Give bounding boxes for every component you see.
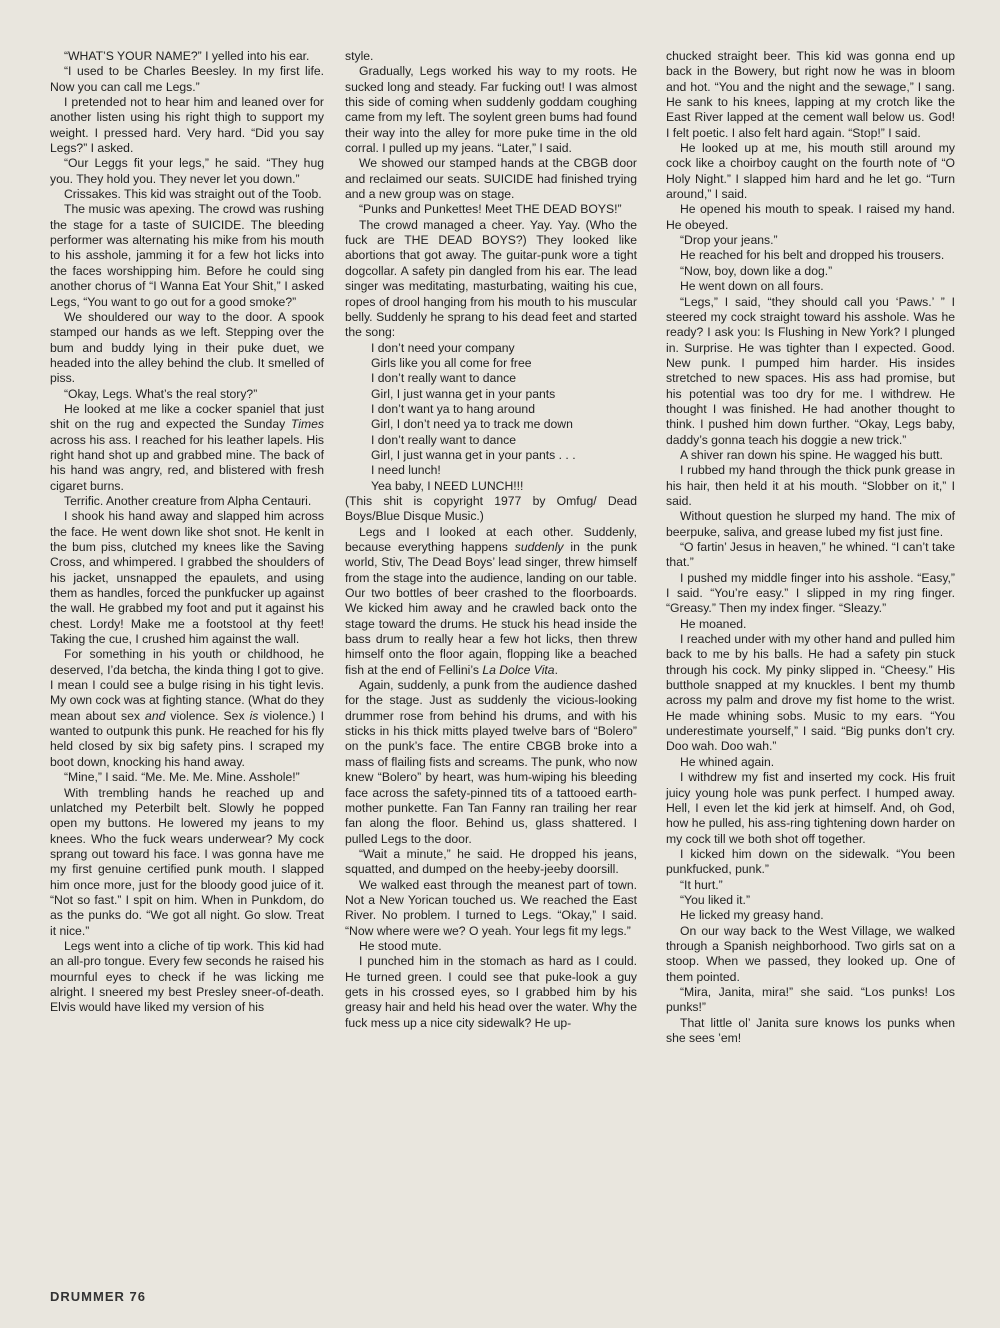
column-2	[345, 49, 637, 1031]
song-lyric-line: Girl, I don’t need ya to track me down	[371, 417, 573, 432]
paragraph: “Legs,” I said, “they should call you ‘Paws.’ ” I steered my cock straight toward his asshole. Was he ready? I ask you: Is Flushing in New York? I plunged in. Surprise. He was tighter than I expected. Good. New punk. I pumped him harder. His insides stretched to new spaces. His ass had promise, but his potential was too dry for me. I withdrew. He thought I was finished. He had another thought to think. I pushed him down further. “Okay, Legs baby, daddy’s gonna teach his doggie a new trick.”	[666, 294, 955, 447]
paragraph: “You liked it.”	[680, 892, 750, 907]
paragraph: I withdrew my fist and inserted my cock. His fruit juicy young hole was punk perfect. I humped away. Hell, I even let the kid jerk at himself. And, oh God, how he pulled, his ass-ring tightening down harder on my cock till we both shot off together.	[666, 770, 955, 846]
paragraph: “Punks and Punkettes! Meet THE DEAD BOYS!”	[359, 202, 622, 217]
paragraph: He licked my greasy hand.	[680, 908, 824, 923]
paragraph: “O fartin’ Jesus in heaven,” he whined. “I can’t take that.”	[666, 540, 955, 570]
song-lyric-line: Girls like you all come for free	[371, 355, 532, 370]
paragraph: “I used to be Charles Beesley. In my first life. Now you can call me Legs.”	[50, 64, 324, 94]
paragraph: “Wait a minute,” he said. He dropped his jeans, squatted, and dumped on the heeby-jeeby doorsill.	[345, 846, 637, 877]
song-lyric-line: I don’t really want to dance	[371, 371, 516, 386]
paragraph: Again, suddenly, a punk from the audience dashed for the stage. Just as suddenly the vicious-looking drummer rose from behind his drums, and with his sticks in his thick mitts played twelve bars of “Bolero” on the punk’s face. The entire CBGB broke into a mass of flailing fists and screams. The punk, who now knew “Bolero” by heart, was hum-wiping his bleeding face across the safety-pinned tits of a tattooed earth-mother punkette. Fan Tan Fanny ran trailing her rear fan along the floor. Behind us, glass shattered. I pulled Legs to the door.	[345, 678, 637, 846]
paragraph: I reached under with my other hand and pulled him back to me by his balls. He had a safety pin stuck through his cock. My pinky slipped in. “Cheesy.” His butthole snapped at my knuckles. I bent my thumb across my palm and drove my fist home to the wrist. He made whining sobs. Music to my ears. “You underestimate yourself,” I said. “Big punks don’t cry. Doo wah. Doo wah.”	[666, 632, 955, 754]
text-run: violence. Sex	[165, 708, 250, 723]
paragraph: He went down on all fours.	[680, 279, 824, 294]
paragraph: Crissakes. This kid was straight out of the Toob.	[64, 187, 322, 202]
paragraph: chucked straight beer. This kid was gonna end up back in the Bowery, but right now he was in bloom and hot. “You and the night and the sewage,” I sang. He sank to his knees, lapping at my crotch like the East River lapped at the cement wall below us. God! I felt poetic. I also felt hard again. “Stop!” I said.	[666, 49, 955, 140]
paragraph: I pretended not to hear him and leaned over for another listen using his right thigh to support my weight. I pressed hard. Very hard. “Did you say Legs?” I asked.	[50, 95, 324, 156]
paragraph: He whined again.	[680, 754, 775, 769]
paragraph: The crowd managed a cheer. Yay. Yay. (Who the fuck are THE DEAD BOYS?) They looked like abortions that got away. The guitar-punk wore a tight dogcollar. A safety pin dangled from his ear. The lead singer was meditating, masturbating, waiting his cue, ropes of drool hanging from his mouth to his muscular belly. Suddenly he sprang to his dead feet and started the song:	[345, 217, 637, 340]
paragraph: Legs went into a cliche of tip work. This kid had an all-pro tongue. Every few seconds he raised his mournful eyes to check if he was licking me alright. I sneered my best Presley sneer-of-death. Elvis would have liked my version of his	[50, 938, 324, 1015]
paragraph: He stood mute.	[359, 938, 442, 953]
text-run: For something in his youth or childhood, he deserved, I’da betcha, the kinda thing I got to give. I mean I could see a bulge rising in his tight levis. My own cock was at fighting stance. (What do they mean about sex	[50, 647, 324, 723]
paragraph: “Mine,” I said. “Me. Me. Me. Mine. Asshole!”	[64, 770, 300, 785]
song-lyric-line: I don’t really want to dance	[371, 432, 516, 447]
paragraph: On our way back to the West Village, we walked through a Spanish neighborhood. Two girls sat on a stoop. When we passed, they looked up. One of them pointed.	[666, 923, 955, 984]
paragraph: “Okay, Legs. What’s the real story?”	[64, 386, 258, 401]
italic-text: is	[249, 708, 259, 723]
song-lyric-line: I need lunch!	[371, 463, 441, 478]
paragraph	[50, 647, 324, 770]
song-lyric-line: Yea baby, I NEED LUNCH!!!	[371, 478, 524, 493]
column-3	[666, 49, 955, 1046]
paragraph: I kicked him down on the sidewalk. “You been punkfucked, punk.”	[666, 846, 955, 877]
paragraph: Terrific. Another creature from Alpha Centauri.	[64, 493, 312, 508]
song-lyric-line: Girl, I just wanna get in your pants . . .	[371, 447, 576, 462]
paragraph	[50, 402, 324, 494]
paragraph: “Mira, Janita, mira!” she said. “Los punks! Los punks!”	[666, 984, 955, 1015]
paragraph: That little ol’ Janita sure knows los punks when she sees ’em!	[666, 1015, 955, 1045]
text-run: Legs and I looked at each other. Suddenly, because everything happens	[345, 524, 637, 554]
paragraph: I shook his hand away and slapped him across the face. He went down like shot snot. He kenlt in the bum piss, clutched my knees like the Saving Cross, and whimpered. I grabbed the shoulders of his jacket, unsnapped the epaulets, and using them as handles, forced the punkfucker up against the wall. He grabbed my foot and put it against his chest. Lordy! Make me a footstool at thy feet! Taking the cue, I crushed him against the wall.	[50, 509, 324, 647]
italic-text: La Dolce Vita	[482, 662, 555, 677]
italic-text: suddenly	[514, 540, 564, 554]
paragraph: “It hurt.”	[680, 877, 723, 892]
paragraph: We showed our stamped hands at the CBGB door and reclaimed our seats. SUICIDE had finished trying and a new group was on stage.	[345, 156, 637, 202]
italic-text: and	[145, 708, 166, 723]
paragraph: (This shit is copyright 1977 by Omfug/ Dead Boys/Blue Disque Music.)	[345, 493, 637, 524]
paragraph: We shouldered our way to the door. A spook stamped our hands as we left. Stepping over the bum and buddy lying in their puke duet, we headed into the alley behind the club. It smelled of piss.	[50, 309, 324, 386]
song-lyric-line: I don’t want ya to hang around	[371, 401, 535, 416]
italic-text: Times	[290, 417, 324, 432]
paragraph: He opened his mouth to speak. I raised my hand. He obeyed.	[666, 202, 955, 232]
column-1	[50, 49, 324, 1016]
paragraph: A shiver ran down his spine. He wagged his butt.	[680, 447, 943, 462]
text-run: He looked at me like a cocker spaniel that just shit on the rug and expected the Sunday	[50, 401, 324, 432]
paragraph: I punched him in the stomach as hard as I could. He turned green. I could see that puke-look a guy gets in his crossed eyes, so I grabbed him by his greasy hair and held his head over the water. Why the fuck mess up a nice city sidewalk? He up-	[345, 954, 637, 1030]
paragraph: We walked east through the meanest part of town. Not a New Yorican touched us. We reached the East River. No problem. I turned to Legs. “Okay,” I said. “Now where were we? O yeah. Your legs fit my legs.”	[345, 877, 637, 938]
paragraph: Gradually, Legs worked his way to my roots. He sucked long and steady. Far fucking out! I was almost this side of coming when suddenly goddam coughing came from my left. The soylent green bums had found their way into the alley for more puke time in the old corral. I pulled up my jeans. “Later,” I said.	[345, 64, 637, 156]
paragraph: “Now, boy, down like a dog.”	[680, 263, 833, 278]
paragraph: With trembling hands he reached up and unlatched my Peterbilt belt. Slowly he popped open my buttons. He lowered my jeans to my knees. Who the fuck wears underwear? My cock sprang out toward his face. I was gonna have me my first genuine certified punk mouth. I slapped him once more, just for the bloody good juice of it. “Not so fast.” I spit on him. When in Punkdom, do as the punks do. “We got all night. Go slow. Treat it nice.”	[50, 785, 324, 938]
paragraph: style.	[345, 49, 374, 63]
paragraph: Without question he slurped my hand. The mix of beerpuke, saliva, and grease lubed my fist just fine.	[666, 509, 955, 539]
paragraph: “Drop your jeans.”	[680, 233, 778, 248]
text-run: violence.) I wanted to outpunk this punk. He reached for his fly held closed by six big safety pins. I scraped my boot down, knocking his hand away.	[50, 708, 325, 769]
text-run: .	[554, 662, 558, 677]
paragraph	[345, 525, 637, 678]
text-run: across his ass. I reached for his leather lapels. His right hand shot up and grabbed mine. The back of his hand was angry, red, and blistered with fresh cigaret burns.	[50, 432, 324, 493]
paragraph: He looked up at me, his mouth still around my cock like a choirboy caught on the fourth note of “O Holy Night.” I slapped him hard and he let go. “Turn around,” I said.	[666, 141, 955, 202]
paragraph: He reached for his belt and dropped his trousers.	[680, 248, 945, 263]
paragraph: The music was apexing. The crowd was rushing the stage for a taste of SUICIDE. The bleeding performer was alternating his mike from his mouth to his asshole, jamming it for a few hot licks into the faces worshipping him. Before he could sing another chorus of “I Wanna Eat Your Shit,” I asked Legs, “You want to go out for a good smoke?”	[50, 202, 324, 309]
paragraph: He moaned.	[680, 616, 747, 631]
paragraph: “Our Leggs fit your legs,” he said. “They hug you. They hold you. They never let you down.”	[50, 156, 324, 186]
page-footer: DRUMMER 76	[50, 1289, 146, 1304]
text-run: in the punk world, Stiv, The Dead Boys’ lead singer, threw himself from the stage into the audience, landing on our table. Our two bottles of beer crashed to the floorboards. We kicked him away and he crawled back onto the stage toward the drums. He stuck his head inside the bass drum to really hear a few hot licks, then threw himself onto the floor again, flopping like a beached fish at the end of Fellini’s	[345, 540, 638, 677]
song-lyric-line: I don’t need your company	[371, 340, 515, 355]
song-lyric-line: Girl, I just wanna get in your pants	[371, 386, 556, 401]
paragraph: I rubbed my hand through the thick punk grease in his hair, then held it at his mouth. “Slobber on it,” I said.	[666, 463, 955, 508]
paragraph: I pushed my middle finger into his asshole. “Easy,” I said. “You’re easy.” I slipped in my ring finger. “Greasy.” Then my index finger. “Sleazy.”	[666, 570, 955, 616]
paragraph: “WHAT’S YOUR NAME?” I yelled into his ear.	[64, 49, 310, 63]
